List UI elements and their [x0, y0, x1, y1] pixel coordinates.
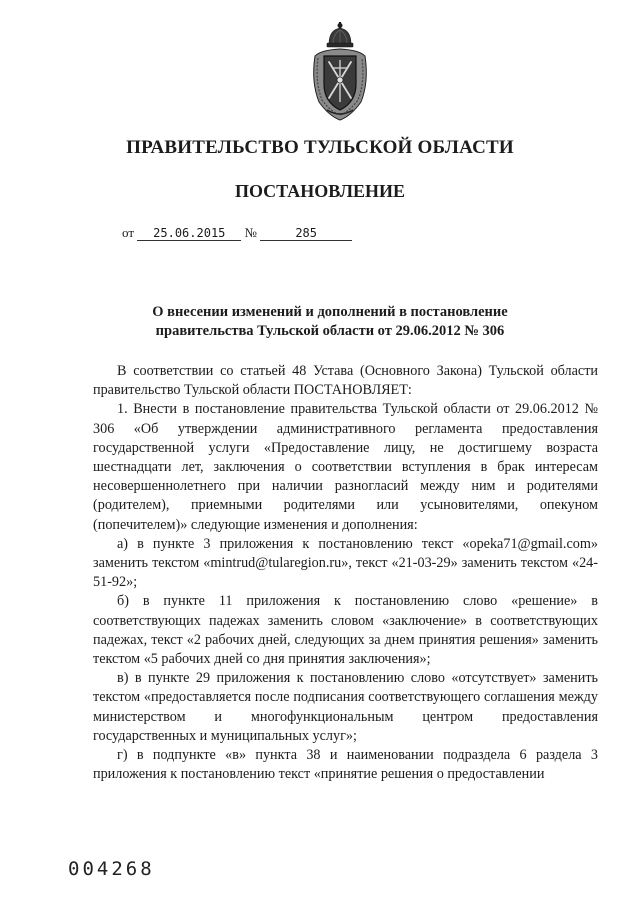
subject-line: О внесении изменений и дополнений в постановление	[152, 304, 508, 320]
document-type-heading: ПОСТАНОВЛЕНИЕ	[234, 181, 406, 201]
document-number: 285	[260, 226, 352, 241]
body-paragraph: в) в пункте 29 приложения к постановлению слово «отсутствует» заменить текстом «предоставляется после подписания соответствующего соглашения между министерством и многофункциональным центром предоставления государственных и муниципальных услуг»;	[93, 670, 598, 744]
document-subject	[100, 303, 560, 341]
number-prefix: №	[244, 225, 257, 240]
coat-of-arms-emblem	[309, 22, 371, 122]
body-paragraph: 1. Внести в постановление правительства Тульской области от 29.06.2012 № 306 «Об утверждении административного регламента предоставления государственной услуги «Предоставление лицу, не достигшему возраста шестнадцати лет, заключения о соответствии вступления в брак интересам несовершеннолетнего при наличии разногласий между ним и родителями (родителем), приемными родителями или усыновителями, опекуном (попечителем)» следующие изменения и дополнения:	[93, 401, 598, 533]
document-date: 25.06.2015	[137, 226, 241, 241]
date-prefix: от	[122, 225, 135, 240]
document-body	[93, 362, 598, 784]
government-title: ПРАВИТЕЛЬСТВО ТУЛЬСКОЙ ОБЛАСТИ	[126, 137, 514, 158]
body-paragraph: г) в подпункте «в» пункта 38 и наименовании подраздела 6 раздела 3 приложения к постановлению текст «принятие решения о предоставлении	[93, 747, 598, 783]
page-stamp-number: 004268	[68, 858, 155, 880]
body-paragraph: В соответствии со статьей 48 Устава (Основного Закона) Тульской области правительство Тульской области ПОСТАНОВЛЯЕТ:	[93, 363, 598, 399]
body-paragraph: б) в пункте 11 приложения к постановлению слово «решение» в соответствующих падежах заменить словом «заключение» в соответствующих падежах, текст «2 рабочих дней, следующих за днем принятия решения» заменить текстом «5 рабочих дней со дня принятия заключения»;	[93, 593, 598, 668]
subject-line: правительства Тульской области от 29.06.2012 № 306	[155, 323, 505, 339]
body-paragraph: а) в пункте 3 приложения к постановлению текст «opeka71@gmail.com» заменить текстом «mintrud@tularegion.ru», текст «21-03-29» заменить текстом «24-51-92»;	[93, 535, 598, 591]
document-meta-line	[122, 225, 352, 241]
